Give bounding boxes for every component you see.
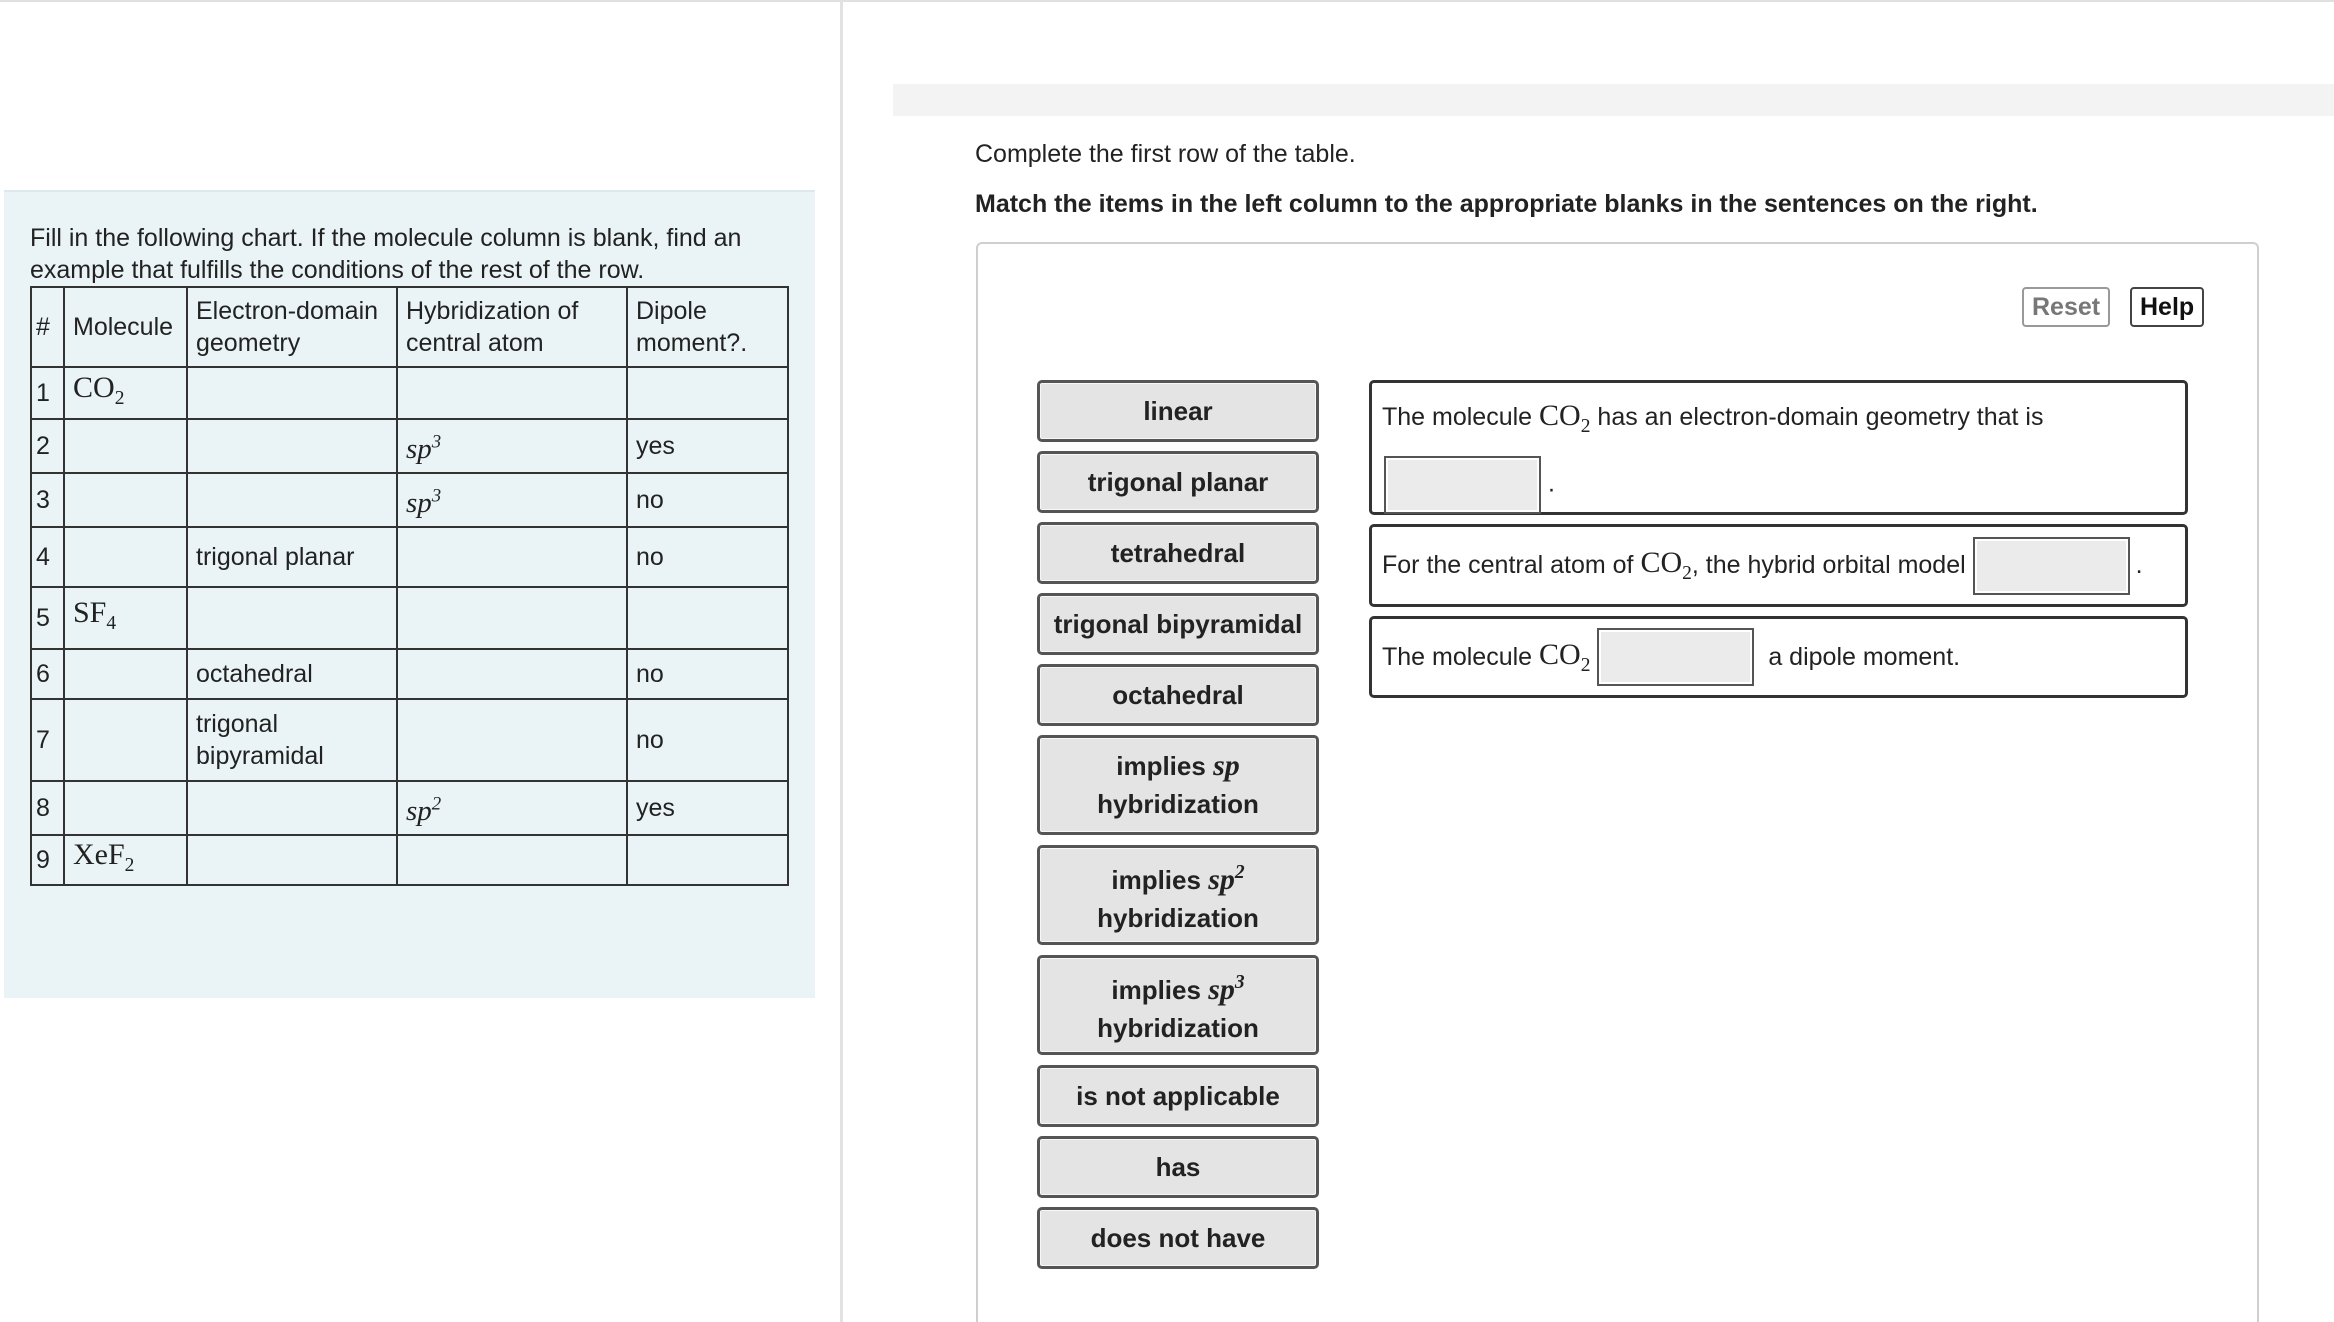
sentence-hybrid-orbital: [1369, 524, 2188, 607]
hybridization-cell: [397, 699, 627, 781]
molecule-cell: [64, 587, 187, 649]
tile-label-line2: hybridization: [1097, 789, 1259, 819]
hybridization-formula: [406, 433, 441, 465]
help-button[interactable]: Help: [2130, 287, 2204, 327]
molecule-cell: [64, 649, 187, 699]
prompt-match-instructions: Match the items in the left column to the appropriate blanks in the sentences on the right.: [975, 190, 2038, 218]
row-num: 8: [31, 781, 64, 835]
molecule-formula: [73, 837, 135, 876]
molecule-subscript: 4: [106, 612, 117, 634]
geometry-cell: [187, 835, 397, 885]
row-num: 6: [31, 649, 64, 699]
tile-label: has: [1155, 1152, 1201, 1182]
prompt-complete-row: Complete the first row of the table.: [975, 140, 1356, 168]
molecule-subscript: 2: [124, 854, 135, 876]
sentence-text: , the hybrid orbital model: [1691, 551, 1966, 579]
hybridization-formula: [406, 487, 441, 519]
molecule-subscript: 2: [1580, 416, 1591, 437]
hybridization-text: sp: [406, 486, 432, 519]
hybridization-cell: [397, 367, 627, 419]
sentence-geometry: [1369, 380, 2188, 515]
hybridization-superscript: 3: [431, 485, 442, 507]
sentence-text: has an electron-domain geometry that is: [1597, 403, 2044, 431]
header-hybridization: Hybridization of central atom: [397, 287, 627, 367]
molecule-cell: [64, 835, 187, 885]
header-dipole: Dipole moment?.: [627, 287, 788, 367]
dipole-cell: no: [627, 649, 788, 699]
tile-label-line2: hybridization: [1097, 1012, 1259, 1043]
chart-panel: [4, 190, 815, 998]
tile-sp-formula: [1208, 973, 1244, 1006]
molecule-formula: [1539, 638, 1590, 677]
drop-blank-geometry[interactable]: [1384, 456, 1541, 514]
tile-sp-superscript: 3: [1234, 971, 1245, 993]
geometry-cell: [187, 419, 397, 473]
molecule-cell: [64, 473, 187, 527]
top-rule: [0, 0, 2334, 2]
sentence-line1: [1382, 399, 2185, 444]
tile-label: is not applicable: [1076, 1081, 1280, 1111]
tile-label: trigonal planar: [1087, 467, 1269, 497]
hybridization-text: sp: [406, 794, 432, 827]
geometry-cell: [187, 367, 397, 419]
tile-sp-formula: [1208, 863, 1244, 896]
row-num: 5: [31, 587, 64, 649]
dipole-cell: [627, 367, 788, 419]
chart-header-row: [31, 287, 788, 367]
dipole-cell: [627, 835, 788, 885]
sentence-text: The molecule: [1382, 403, 1533, 431]
hybridization-formula: [406, 795, 441, 827]
row-num: 2: [31, 419, 64, 473]
tile-trigonal-bipyramidal[interactable]: [1037, 593, 1319, 655]
dipole-cell: no: [627, 527, 788, 587]
molecule-formula: [1539, 399, 1591, 437]
sentence-text: For the central atom of: [1382, 551, 1634, 579]
tile-implies-sp[interactable]: [1037, 735, 1319, 835]
tile-sp-text: sp: [1208, 972, 1235, 1006]
molecule-subscript: 2: [114, 387, 125, 409]
sentence-dipole: [1369, 616, 2188, 698]
molecule-cell: [64, 419, 187, 473]
hybridization-cell: [397, 587, 627, 649]
tile-linear[interactable]: [1037, 380, 1319, 442]
drop-blank-hybrid-model[interactable]: [1973, 537, 2130, 595]
drop-blank-dipole[interactable]: [1597, 628, 1754, 686]
molecule-cell: [64, 527, 187, 587]
tile-implies-sp2[interactable]: [1037, 845, 1319, 945]
tile-tetrahedral[interactable]: [1037, 522, 1319, 584]
molecule-cell: [64, 699, 187, 781]
table-row: [31, 835, 788, 885]
tile-implies-sp3[interactable]: [1037, 955, 1319, 1055]
dipole-cell: yes: [627, 419, 788, 473]
header-band: [893, 84, 2334, 116]
hybridization-cell: [397, 649, 627, 699]
geometry-cell: trigonal bipyramidal: [187, 699, 397, 781]
tile-label: linear: [1143, 396, 1213, 426]
table-row: [31, 473, 788, 527]
hybridization-superscript: 2: [431, 793, 442, 815]
header-molecule: Molecule: [64, 287, 187, 367]
hybridization-text: sp: [406, 432, 432, 465]
geometry-cell: [187, 473, 397, 527]
sentence-period: .: [2135, 551, 2143, 579]
panel-divider[interactable]: [840, 0, 843, 1322]
molecule-subscript: 2: [1580, 654, 1591, 676]
row-num: 9: [31, 835, 64, 885]
molecule-text: SF: [73, 595, 107, 629]
table-row: [31, 367, 788, 419]
header-geometry: Electron-domain geometry: [187, 287, 397, 367]
molecule-text: CO: [73, 370, 115, 404]
row-num: 1: [31, 367, 64, 419]
tile-implies-text: implies: [1111, 864, 1201, 895]
tile-label: does not have: [1090, 1223, 1266, 1253]
tile-trigonal-planar[interactable]: [1037, 451, 1319, 513]
tile-implies-text: implies: [1116, 751, 1206, 781]
sentence-period: .: [1547, 469, 1555, 498]
tile-label-line1: [1040, 854, 1316, 899]
molecule-text: CO: [1539, 637, 1581, 671]
table-row: [31, 587, 788, 649]
tile-label: tetrahedral: [1110, 538, 1246, 568]
tile-label-line2: hybridization: [1097, 902, 1259, 933]
table-row: [31, 527, 788, 587]
molecule-subscript: 2: [1682, 563, 1692, 584]
hybridization-cell: [397, 473, 627, 527]
dipole-cell: yes: [627, 781, 788, 835]
tile-label-line1: [1040, 747, 1316, 785]
molecule-formula: [73, 370, 125, 409]
table-row: [31, 419, 788, 473]
tile-label: octahedral: [1112, 680, 1244, 710]
table-row: [31, 781, 788, 835]
molecule-text: CO: [1640, 546, 1683, 579]
tile-label-line1: [1040, 964, 1316, 1009]
tile-has[interactable]: [1037, 1136, 1319, 1198]
tile-sp-text: sp: [1213, 749, 1240, 782]
header-num: #: [31, 287, 64, 367]
reset-button[interactable]: Reset: [2022, 287, 2110, 327]
row-num: 7: [31, 699, 64, 781]
hybridization-cell: [397, 835, 627, 885]
tile-sp-text: sp: [1208, 862, 1235, 896]
tile-is-not-applicable[interactable]: [1037, 1065, 1319, 1127]
tile-implies-text: implies: [1111, 974, 1201, 1005]
hybridization-cell: [397, 781, 627, 835]
tile-sp-superscript: 2: [1234, 861, 1245, 883]
hybridization-cell: [397, 419, 627, 473]
sentence-text: a dipole moment.: [1768, 642, 1961, 671]
hybridization-superscript: 3: [431, 431, 442, 453]
dipole-cell: [627, 587, 788, 649]
molecule-cell: [64, 781, 187, 835]
tile-octahedral[interactable]: [1037, 664, 1319, 726]
table-row: [31, 649, 788, 699]
molecule-text: XeF: [73, 837, 125, 871]
molecule-text: CO: [1539, 399, 1581, 432]
tile-does-not-have[interactable]: [1037, 1207, 1319, 1269]
hybridization-cell: [397, 527, 627, 587]
dipole-cell: no: [627, 473, 788, 527]
geometry-cell: [187, 781, 397, 835]
sentence-text: The molecule: [1382, 642, 1533, 671]
chart-instructions: Fill in the following chart. If the molecule column is blank, find an example that fulfills the conditions of the rest of the row.: [30, 224, 742, 284]
molecule-formula: [73, 595, 117, 634]
sentence-line2: [1384, 456, 2185, 514]
table-row: [31, 699, 788, 781]
row-num: 3: [31, 473, 64, 527]
row-num: 4: [31, 527, 64, 587]
dipole-cell: no: [627, 699, 788, 781]
tile-label: trigonal bipyramidal: [1053, 609, 1303, 639]
molecule-cell: [64, 367, 187, 419]
geometry-cell: [187, 587, 397, 649]
geometry-cell: octahedral: [187, 649, 397, 699]
chart-table: [30, 286, 789, 886]
geometry-cell: trigonal planar: [187, 527, 397, 587]
molecule-formula: [1640, 546, 1691, 585]
